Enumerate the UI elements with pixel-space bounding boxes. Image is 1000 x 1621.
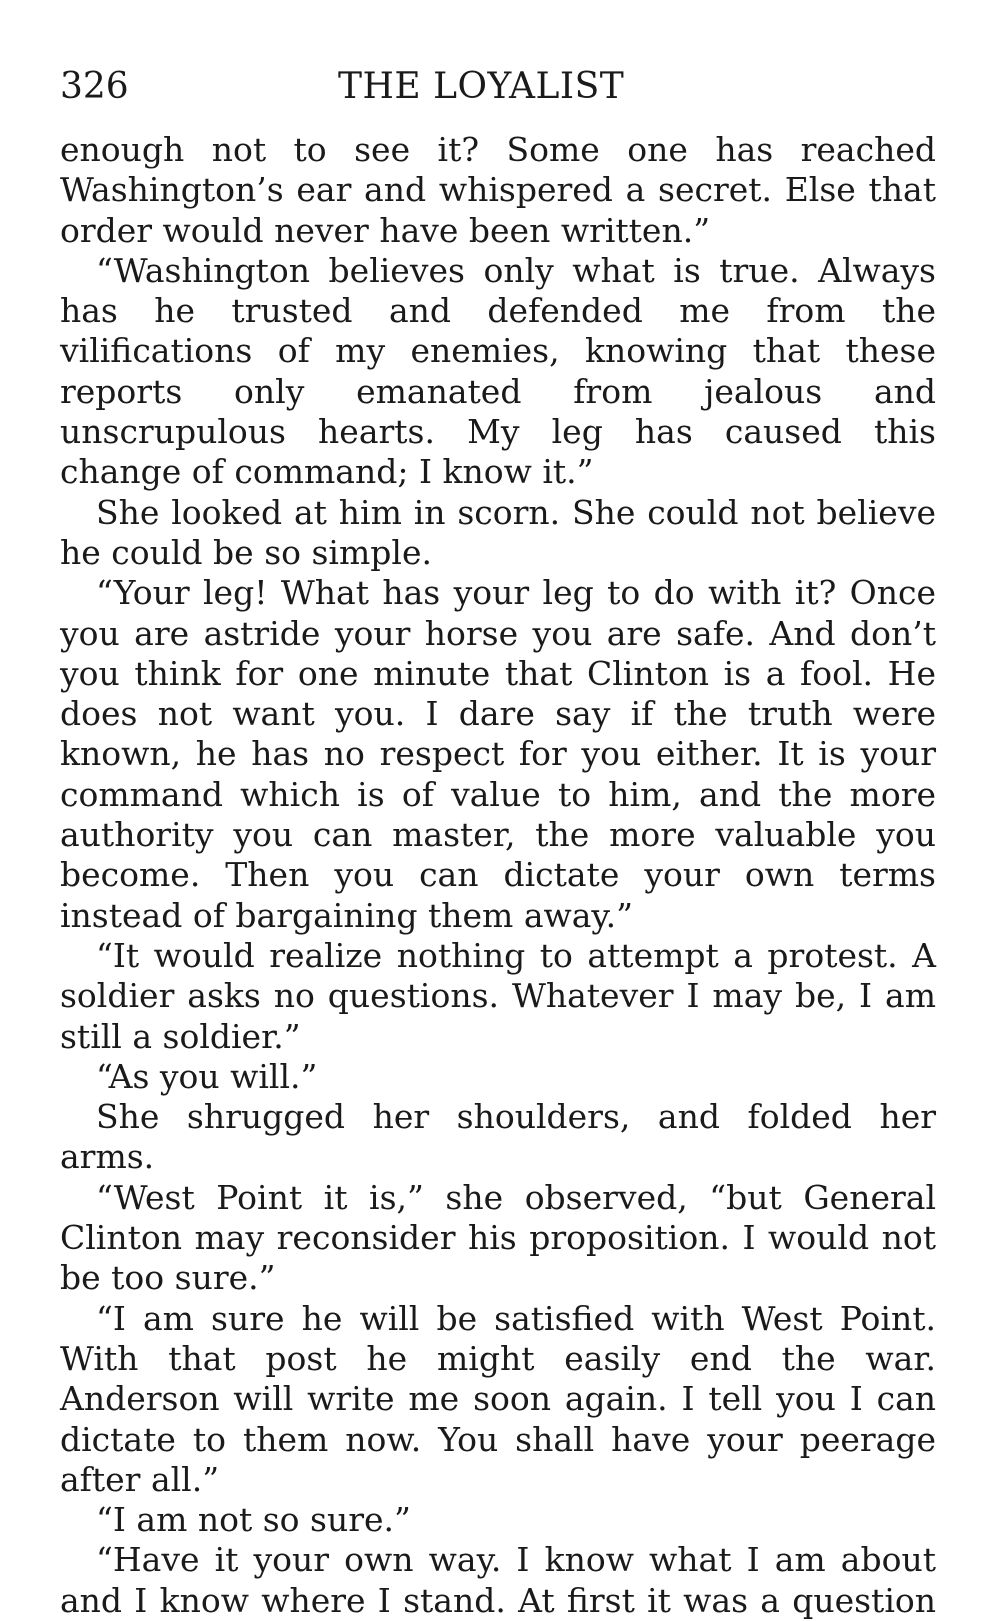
paragraph: “West Point it is,” she observed, “but General Clinton may reconsider his proposition. I would not be too sure.”: [60, 1177, 936, 1298]
paragraph: “Your leg! What has your leg to do with it? Once you are astride your horse you are safe. And don’t you think for one minute that Clinton is a fool. He does not want you. I dare say if the truth were known, he has no respect for you either. It is your command which is of value to him, and the more authority you can master, the more valuable you become. Then you can dictate your own terms instead of bargaining them away.”: [60, 573, 936, 935]
running-head: [60, 62, 936, 112]
paragraph: “I am sure he will be satisfied with West Point. With that post he might easily end the war. Anderson will write me soon again. I tell you I can dictate to them now. You shall have your peerage after all.”: [60, 1298, 936, 1499]
paragraph: “I am not so sure.”: [96, 1500, 411, 1540]
paragraph: “It would realize nothing to attempt a protest. A soldier asks no questions. Whatever I may be, I am still a soldier.”: [60, 935, 936, 1056]
paragraph: “As you will.”: [96, 1056, 318, 1096]
paragraph: She shrugged her shoulders, and folded her arms.: [60, 1097, 936, 1177]
paragraph: enough not to see it? Some one has reached Washington’s ear and whispered a secret. Else that order would never have been written.”: [60, 130, 936, 250]
running-title: THE LOYALIST: [338, 66, 625, 107]
body-text: [60, 130, 936, 1621]
paragraph: “Washington believes only what is true. Always has he trusted and defended me from the vilifications of my enemies, knowing that these reports only emanated from jealous and unscrupulous hearts. My leg has caused this change of command; I know it.”: [60, 250, 936, 492]
page-number: 326: [60, 66, 129, 107]
paragraph: She looked at him in scorn. She could not believe he could be so simple.: [60, 492, 936, 572]
paragraph: “Have it your own way. I know what I am about and I know where I stand. At first it was a question: [60, 1540, 936, 1620]
